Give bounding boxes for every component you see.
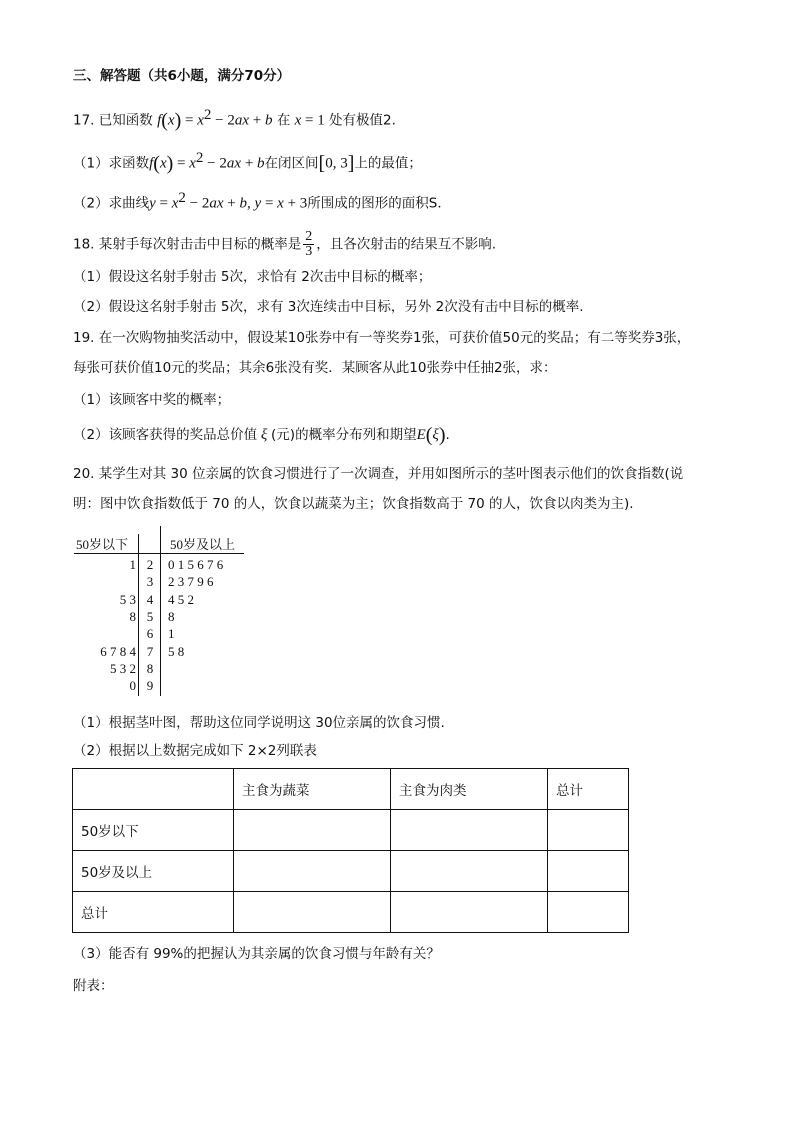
table-cell xyxy=(234,892,391,933)
q19-part1: （1）该顾客中奖的概率； xyxy=(73,392,231,408)
stem-leaf-stem: 9 xyxy=(146,678,154,694)
q20-line2: 明：图中饮食指数低于 70 的人，饮食以蔬菜为主；饮食指数高于 70 的人，饮食以肉类为主). xyxy=(73,496,634,512)
stem-leaf-stem: 5 xyxy=(146,608,154,624)
stem-leaf-right-leaves: 0 1 5 6 7 6 xyxy=(168,557,224,572)
q18-part1: （1）假设这名射手射击 5次，求恰有 2次击中目标的概率； xyxy=(73,269,432,285)
stem-leaf-left-header: 50岁以下 xyxy=(76,537,129,552)
table-cell xyxy=(548,892,629,933)
section-title: 三、解答题（共6小题，满分70分） xyxy=(73,68,291,84)
q20-part1: （1）根据茎叶图，帮助这位同学说明这 30位亲属的饮食习惯. xyxy=(73,715,445,731)
stem-leaf-stem: 4 xyxy=(146,591,154,607)
stem-leaf-right-leaves: 1 xyxy=(168,626,175,642)
q19-line2: 每张可获价值10元的奖品；其余6张没有奖．某顾客从此10张券中任抽2张，求： xyxy=(73,360,557,376)
stem-leaf-stem: 2 xyxy=(146,557,154,572)
stem-leaf-left-leaves: 5 3 xyxy=(119,591,136,607)
stem-leaf-stem: 8 xyxy=(146,660,154,676)
q17-stem: 17. 已知函数 $f(x) = x^2 - 2ax + b$ 在 x = 1 处有极值2. xyxy=(73,107,396,132)
table-cell: 总计 xyxy=(73,892,234,933)
table-header-row xyxy=(73,769,629,810)
stem-leaf-plot xyxy=(74,534,254,699)
stem-leaf-stem: 6 xyxy=(146,626,154,642)
table-cell xyxy=(391,851,548,892)
table-cell: 主食为蔬菜 xyxy=(234,769,391,810)
table-cell: 主食为肉类 xyxy=(391,769,548,810)
q20-part3: （3）能否有 99%的把握认为其亲属的饮食习惯与年龄有关？ xyxy=(73,946,440,962)
q18-part2: （2）假设这名射手射击 5次，求有 3次连续击中目标，另外 2次没有击中目标的概率. xyxy=(73,299,584,315)
q17-part1: （1）求函数$f(x) = x^2 - 2ax + b$在闭区间[0, 3]上的最值； xyxy=(73,150,422,175)
stem-leaf-left-leaves: 8 xyxy=(129,608,136,624)
table-cell xyxy=(73,769,234,810)
stem-leaf-row xyxy=(74,661,254,678)
q18-stem: 18. 某射手每次射击击中目标的概率是 $\frac{2}{3}$ ，且各次射击的结果互不影响. xyxy=(73,229,497,259)
stem-leaf-left-leaves: 1 xyxy=(129,557,136,572)
table-cell xyxy=(391,892,548,933)
q20-line1: 20. 某学生对其 30 位亲属的饮食习惯进行了一次调查，并用如图所示的茎叶图表示他们的饮食指数(说 xyxy=(73,466,684,482)
table-cell xyxy=(548,851,629,892)
stem-leaf-row xyxy=(74,678,254,695)
table-cell xyxy=(548,810,629,851)
appendix-label: 附表： xyxy=(73,978,114,994)
fraction: $\frac{2}{3}$ xyxy=(305,229,313,259)
stem-leaf-row xyxy=(74,609,254,626)
q20-part2: （2）根据以上数据完成如下 2×2列联表 xyxy=(73,743,317,759)
stem-leaf-right-leaves: 2 3 7 9 6 xyxy=(168,574,214,590)
table-row xyxy=(73,810,629,851)
stem-leaf-row xyxy=(74,574,254,591)
contingency-table xyxy=(72,768,629,933)
stem-leaf-row xyxy=(74,644,254,661)
table-cell: 总计 xyxy=(548,769,629,810)
stem-leaf-row xyxy=(74,557,254,574)
stem-leaf-row xyxy=(74,626,254,643)
table-cell xyxy=(391,810,548,851)
stem-leaf-right-leaves: 5 8 xyxy=(168,643,185,659)
table-row xyxy=(73,892,629,933)
q19-line1: 19. 在一次购物抽奖活动中，假设某10张券中有一等奖券1张，可获价值50元的奖品；有二等奖券3张， xyxy=(73,330,691,346)
table-cell: 50岁及以上 xyxy=(73,851,234,892)
stem-leaf-left-leaves: 6 7 8 4 xyxy=(100,643,136,659)
table-cell xyxy=(234,851,391,892)
q17-part2: （2）求曲线$y = x^2 - 2ax + b$, y = x + 3所围成的图形的面积S． xyxy=(73,190,451,212)
q19-part2: （2）该顾客获得的奖品总价值 ξ (元)的概率分布列和期望E(ξ). xyxy=(73,424,450,446)
stem-leaf-right-leaves: 8 xyxy=(168,608,175,624)
table-cell xyxy=(234,810,391,851)
stem-leaf-stem: 3 xyxy=(146,574,154,590)
stem-leaf-stem: 7 xyxy=(146,643,154,659)
stem-leaf-right-leaves: 4 5 2 xyxy=(168,591,194,607)
stem-leaf-right-header: 50岁及以上 xyxy=(170,537,236,552)
stem-leaf-left-leaves: 5 3 2 xyxy=(110,660,136,676)
table-cell: 50岁以下 xyxy=(73,810,234,851)
stem-leaf-left-leaves: 0 xyxy=(129,678,136,694)
stem-leaf-row xyxy=(74,592,254,609)
table-row xyxy=(73,851,629,892)
